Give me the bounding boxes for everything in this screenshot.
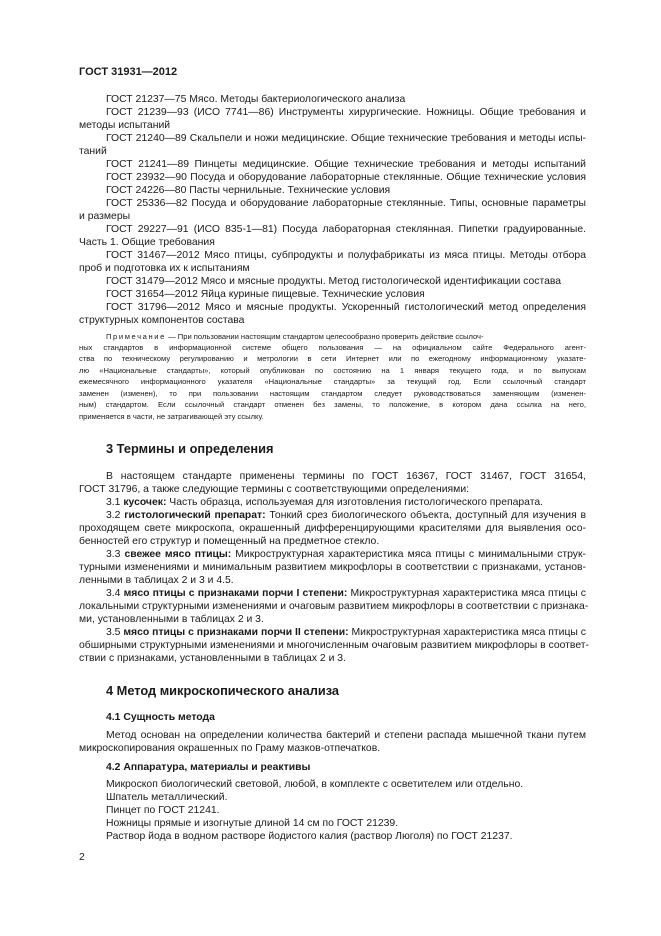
ref-line: ГОСТ 31654—2012 Яйца куриные пищевые. Технические условия bbox=[106, 289, 425, 300]
ref-line: ГОСТ 21239—93 (ИСО 7741—86) Инструменты хирургические. Ножницы. Общие требования и bbox=[106, 107, 586, 118]
paragraph-line: Пинцет по ГОСТ 21241. bbox=[106, 805, 220, 816]
section-heading: 4 Метод микроскопического анализа bbox=[106, 683, 340, 698]
paragraph-line: ми, установленными в таблицах 2 и 3. bbox=[79, 614, 264, 625]
note-first-line bbox=[106, 331, 586, 342]
paragraph-line: бенностей его структур и помещенный на предметное стекло. bbox=[79, 536, 380, 547]
ref-line: ГОСТ 21241—89 Пинцеты медицинские. Общие технические требования и методы испытаний bbox=[106, 159, 586, 170]
ref-line: ГОСТ 25336—82 Посуда и оборудование лабораторные стеклянные. Типы, основные параметры bbox=[106, 198, 586, 209]
term-3-2: 3.2 гистологический препарат: Тонкий срез биологического объекта, доступный для изучения в bbox=[106, 510, 586, 521]
ref-line: ГОСТ 23932—90 Посуда и оборудование лабораторные стеклянные. Общие технические условия bbox=[106, 172, 586, 183]
paragraph-line: Микроскоп биологический световой, любой, в комплекте с осветителем или отдельно. bbox=[106, 779, 524, 790]
paragraph-line: Шпатель металлический. bbox=[106, 792, 228, 803]
term-3-4: 3.4 мясо птицы с признаками порчи I степени: Микроструктурная характеристика мяса птицы с bbox=[106, 588, 586, 599]
paragraph-line: Метод основан на определении количества бактерий и степени распада мышечной ткани путем bbox=[106, 730, 586, 741]
note-line: ным) стандартом. Если ссылочный стандарт отменен без замены, то положение, в котором дана ссылка на него, bbox=[79, 400, 586, 409]
subsection-heading: 4.1 Сущность метода bbox=[106, 712, 215, 723]
paragraph-line: микроскопирования окрашенных по Граму мазков-отпечатков. bbox=[79, 743, 381, 754]
ref-line: и размеры bbox=[79, 211, 131, 222]
ref-line: ГОСТ 31796—2012 Мясо и мясные продукты. Ускоренный гистологический метод определения bbox=[106, 302, 586, 313]
ref-line: таний bbox=[79, 146, 107, 157]
ref-line: ГОСТ 21240—89 Скальпели и ножи медицинские. Общие технические требования и методы испы- bbox=[106, 133, 586, 144]
paragraph-line: ленными в таблицах 2 и 3 и 4.5. bbox=[79, 575, 234, 586]
paragraph-line: ГОСТ 31796, а также следующие термины с соответствующими определениями: bbox=[79, 484, 470, 495]
subsection-heading: 4.2 Аппаратура, материалы и реактивы bbox=[106, 762, 311, 773]
note-line: ежемесячного информационного указателя «Национальные стандарты» за текущий год. Если ссылочный стандарт bbox=[79, 377, 586, 386]
paragraph-line: проходящем свете микроскопа, окрашенный дифференцирующими красителями для выявления осо- bbox=[79, 523, 586, 534]
term-3-1: 3.1 кусочек: Часть образца, используемая для изготовления гистологического препарата. bbox=[106, 497, 544, 508]
note-text: — При пользовании настоящим стандартом целесообразно проверить действие ссылоч- bbox=[165, 332, 484, 341]
ref-line: проб и подготовка их к испытаниям bbox=[79, 263, 250, 274]
ref-line: ГОСТ 24226—80 Пасты чернильные. Технические условия bbox=[106, 185, 391, 196]
paragraph-line: локальными структурными изменениями и очаговым развитием микрофлоры в соответствии с признака- bbox=[79, 601, 589, 612]
ref-line: ГОСТ 29227—91 (ИСО 835-1—81) Посуда лабораторная стеклянная. Пипетки градуированные. bbox=[106, 224, 586, 235]
ref-line: ГОСТ 31467—2012 Мясо птицы, субпродукты и полуфабрикаты из мяса птицы. Методы отбора bbox=[106, 250, 586, 261]
ref-line: структурных компонентов состава bbox=[79, 315, 245, 326]
ref-line: ГОСТ 31479—2012 Мясо и мясные продукты. Метод гистологической идентификации состава bbox=[106, 276, 562, 287]
paragraph-line: В настоящем стандарте применены термины по ГОСТ 16367, ГОСТ 31467, ГОСТ 31654, bbox=[106, 471, 586, 482]
ref-line: методы испытаний bbox=[79, 120, 171, 131]
paragraph-line: турными изменениями и минимальным развитием микрофлоры в соответствии с признаками, установ- bbox=[79, 562, 586, 573]
paragraph-line: Ножницы прямые и изогнутые длиной 14 см по ГОСТ 21239. bbox=[106, 818, 399, 829]
note-label: Примечание bbox=[106, 332, 166, 341]
paragraph-line: ствии с признаками, установленными в таблицах 2 и 3. bbox=[79, 653, 346, 664]
page-number: 2 bbox=[79, 852, 85, 863]
note-line: лю «Национальные стандарты», который опубликован по состоянию на 1 января текущего года, и по выпускам bbox=[79, 366, 586, 375]
section-heading: 3 Термины и определения bbox=[106, 441, 274, 456]
document-header: ГОСТ 31931—2012 bbox=[79, 66, 178, 78]
note-line: ных стандартов в информационной системе общего пользования — на официальном сайте Федерального агент- bbox=[79, 343, 586, 352]
ref-line: Часть 1. Общие требования bbox=[79, 237, 215, 248]
term-3-5: 3.5 мясо птицы с признаками порчи II степени: Микроструктурная характеристика мяса птицы с bbox=[106, 627, 586, 638]
note-line: ства по техническому регулированию и метрологии в сети Интернет или по ежегодному информационному указате- bbox=[79, 354, 586, 363]
note-line: заменен (изменен), то при пользовании настоящим стандартом следует руководствоваться заменяющим (изменен- bbox=[79, 389, 586, 398]
note-line: применяется в части, не затрагивающей эту ссылку. bbox=[79, 412, 264, 421]
paragraph-line: обширными структурными изменениями и многочисленным очаговым развитием микрофлоры в соответ- bbox=[79, 640, 589, 651]
term-3-3: 3.3 свежее мясо птицы: Микроструктурная характеристика мяса птицы с минимальными струк- bbox=[106, 549, 586, 560]
paragraph-line: Раствор йода в водном растворе йодистого калия (раствор Люголя) по ГОСТ 21237. bbox=[106, 831, 513, 842]
ref-line: ГОСТ 21237—75 Мясо. Методы бактериологического анализа bbox=[106, 94, 406, 105]
